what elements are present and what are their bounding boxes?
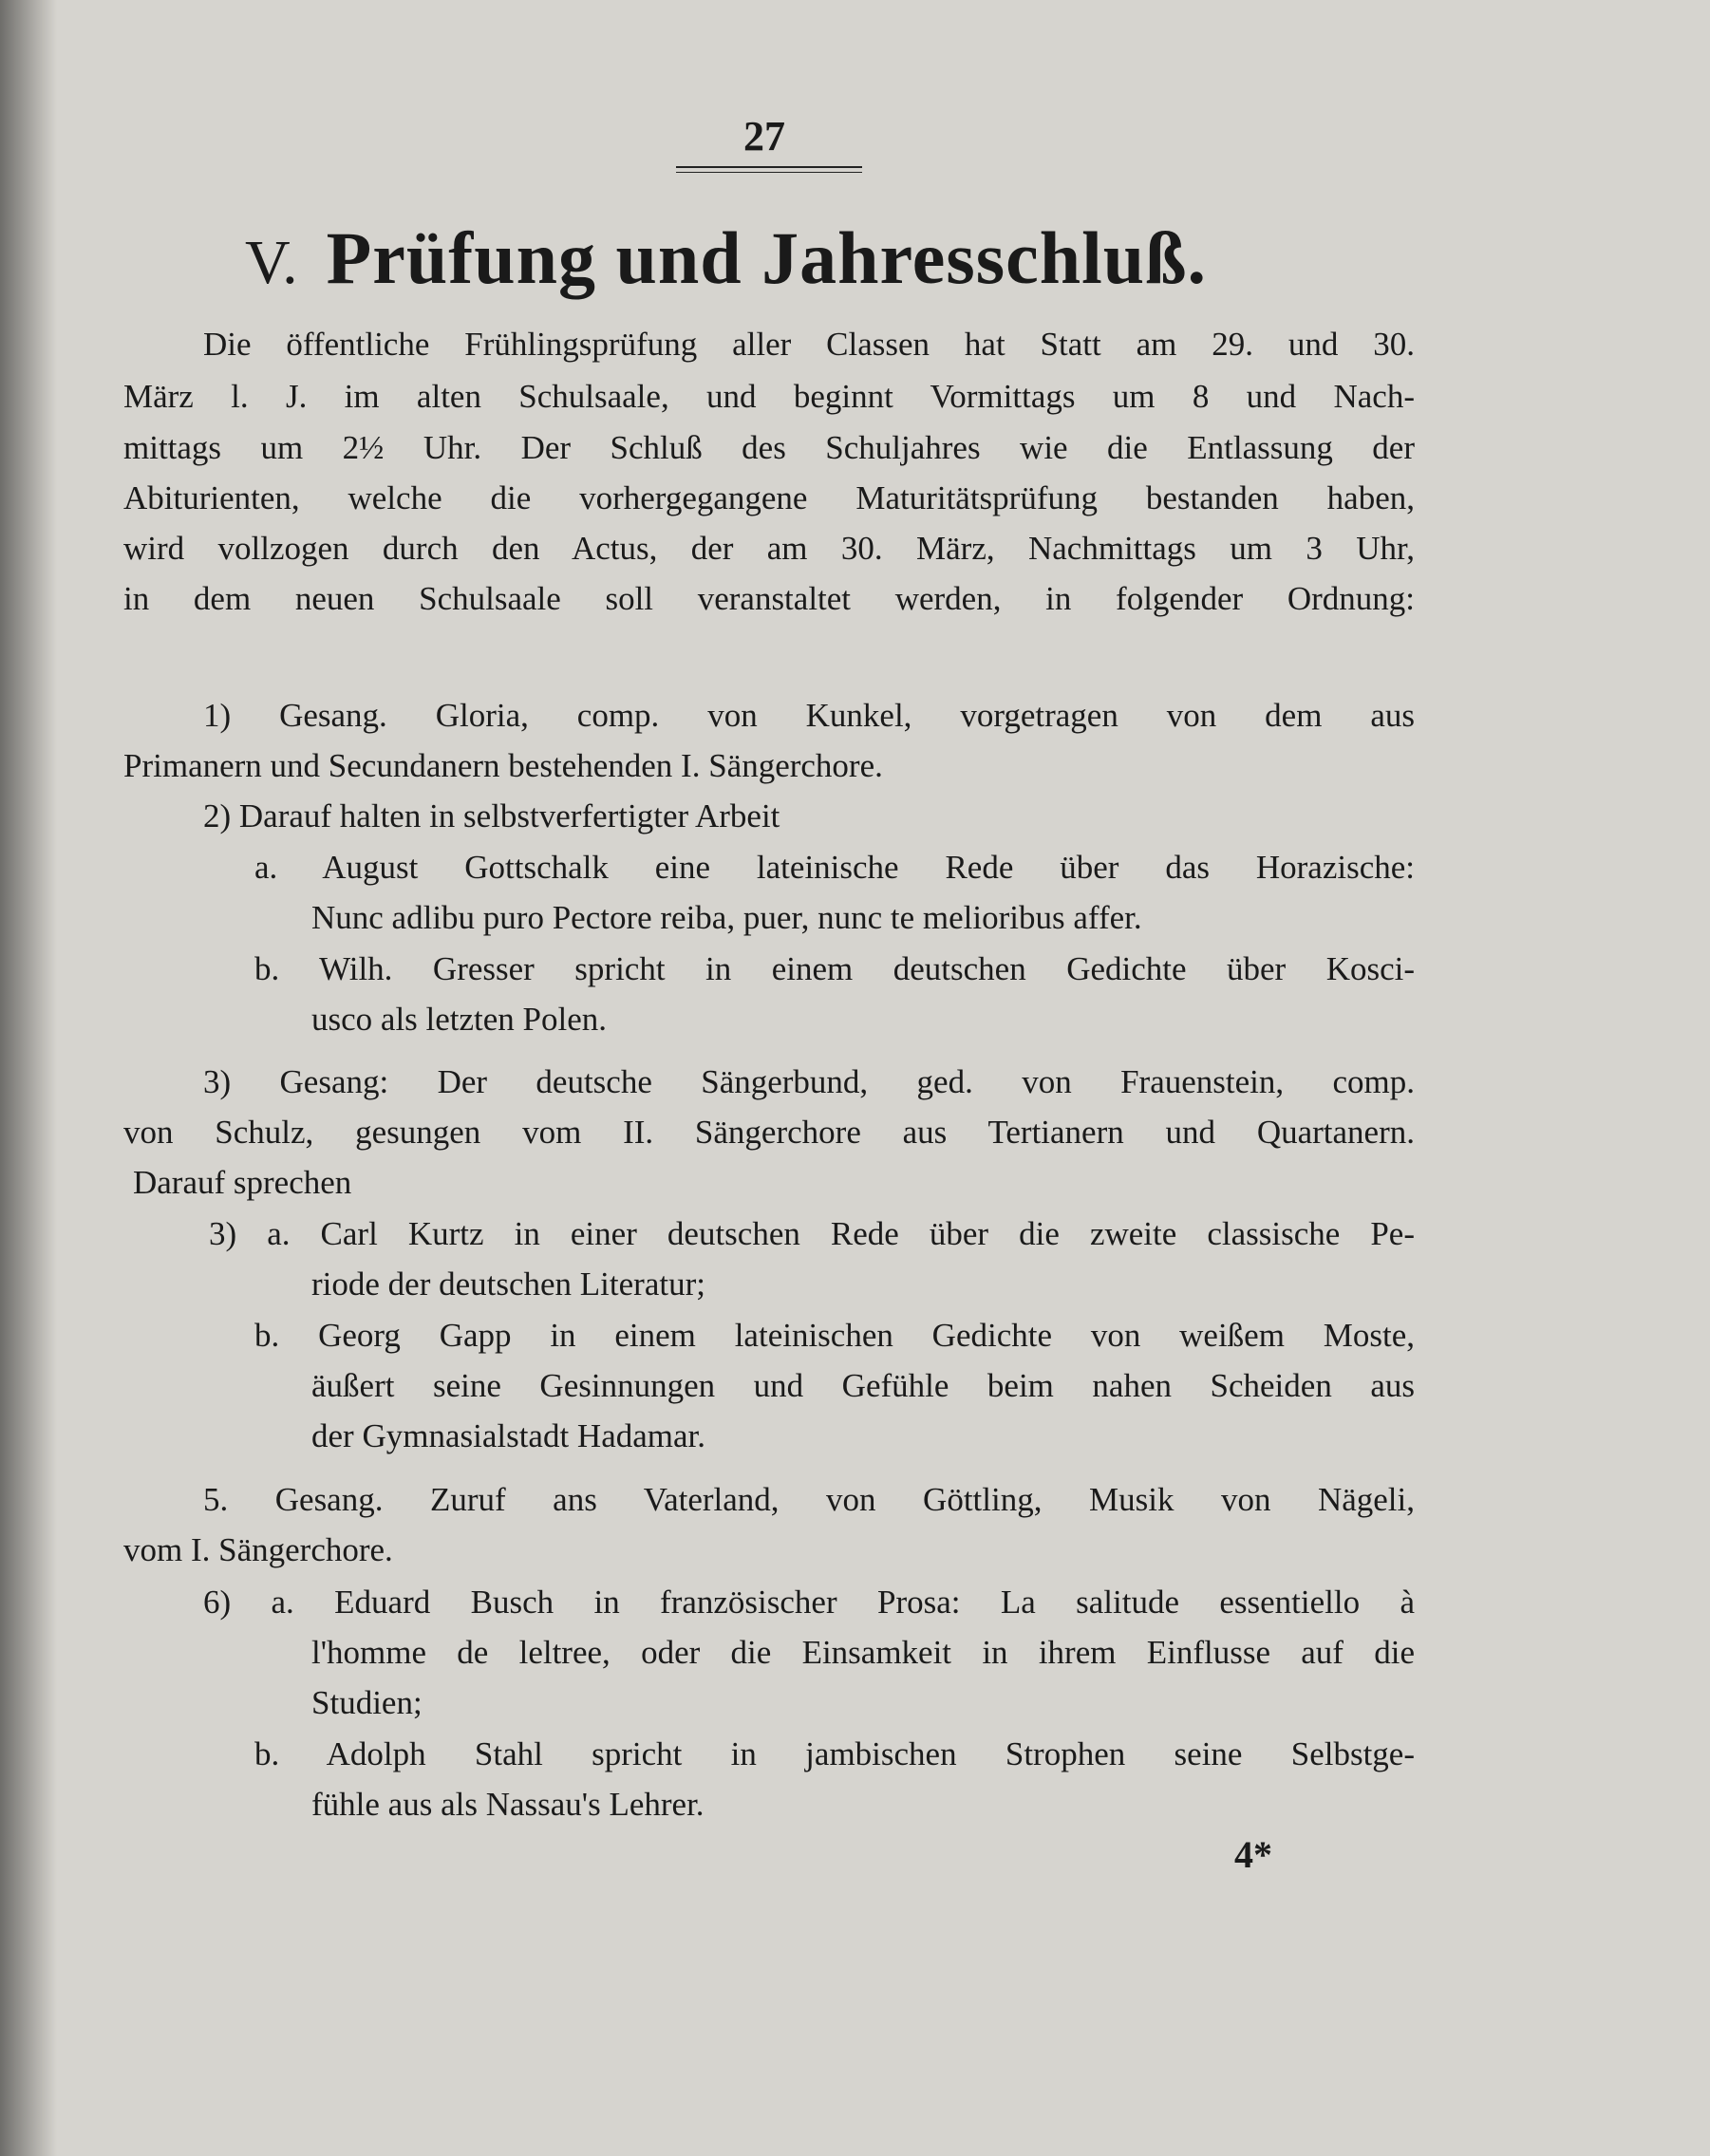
text-line: 3) Gesang: Der deutsche Sängerbund, ged. von Frauenstein, comp.	[203, 1063, 1415, 1100]
text-line: usco als letzten Polen.	[311, 1001, 608, 1038]
text-line: 2) Darauf halten in selbstverfertigter Arbeit	[203, 797, 780, 834]
text-line: 5. Gesang. Zuruf ans Vaterland, von Göttling, Musik von Nägeli,	[203, 1481, 1415, 1518]
text-line: Darauf sprechen	[133, 1164, 352, 1201]
text-line: Nunc adlibu puro Pectore reiba, puer, nunc te melioribus affer.	[311, 899, 1142, 936]
text-line: fühle aus als Nassau's Lehrer.	[311, 1786, 705, 1823]
signature-mark: 4*	[1234, 1833, 1272, 1876]
text-line: der Gymnasialstadt Hadamar.	[311, 1417, 706, 1454]
section-numeral: V.	[245, 228, 298, 297]
text-line: März l. J. im alten Schulsaale, und beginnt Vormittags um 8 und Nach-	[123, 378, 1415, 415]
section-title-text: Prüfung und Jahresschluß.	[326, 216, 1208, 299]
text-line: wird vollzogen durch den Actus, der am 30. März, Nachmittags um 3 Uhr,	[123, 530, 1415, 567]
page-number: 27	[743, 113, 785, 159]
text-line: l'homme de leltree, oder die Einsamkeit in ihrem Einflusse auf die	[311, 1634, 1415, 1671]
text-line: Studien;	[311, 1684, 423, 1721]
text-line: Die öffentliche Frühlingsprüfung aller Classen hat Statt am 29. und 30.	[203, 326, 1415, 363]
text-line: riode der deutschen Literatur;	[311, 1265, 705, 1303]
text-line: Abiturienten, welche die vorhergegangene Maturitätsprüfung bestanden haben,	[123, 479, 1415, 516]
text-line: b. Georg Gapp in einem lateinischen Gedichte von weißem Moste,	[254, 1317, 1415, 1354]
text-line: Primanern und Secundanern bestehenden I. Sängerchore.	[123, 747, 883, 784]
text-line: b. Adolph Stahl spricht in jambischen Strophen seine Selbstge-	[254, 1735, 1415, 1772]
text-line: 6) a. Eduard Busch in französischer Prosa: La salitude essentiello à	[203, 1584, 1415, 1621]
header-rule	[676, 166, 862, 168]
header-rule-thin	[676, 172, 862, 173]
section-title	[245, 216, 1479, 301]
text-line: in dem neuen Schulsaale soll veranstaltet werden, in folgender Ordnung:	[123, 580, 1415, 617]
text-line: 3) a. Carl Kurtz in einer deutschen Rede über die zweite classische Pe-	[209, 1215, 1415, 1252]
text-line: von Schulz, gesungen vom II. Sängerchore aus Tertianern und Quartanern.	[123, 1114, 1415, 1151]
text-line: vom I. Sängerchore.	[123, 1531, 393, 1568]
text-line: b. Wilh. Gresser spricht in einem deutschen Gedichte über Kosci-	[254, 950, 1415, 987]
text-line: 1) Gesang. Gloria, comp. von Kunkel, vorgetragen von dem aus	[203, 697, 1415, 734]
text-line: a. August Gottschalk eine lateinische Rede über das Horazische:	[254, 849, 1415, 886]
text-line: äußert seine Gesinnungen und Gefühle beim nahen Scheiden aus	[311, 1367, 1415, 1404]
book-gutter	[0, 0, 57, 2156]
text-line: mittags um 2½ Uhr. Der Schluß des Schuljahres wie die Entlassung der	[123, 429, 1415, 466]
